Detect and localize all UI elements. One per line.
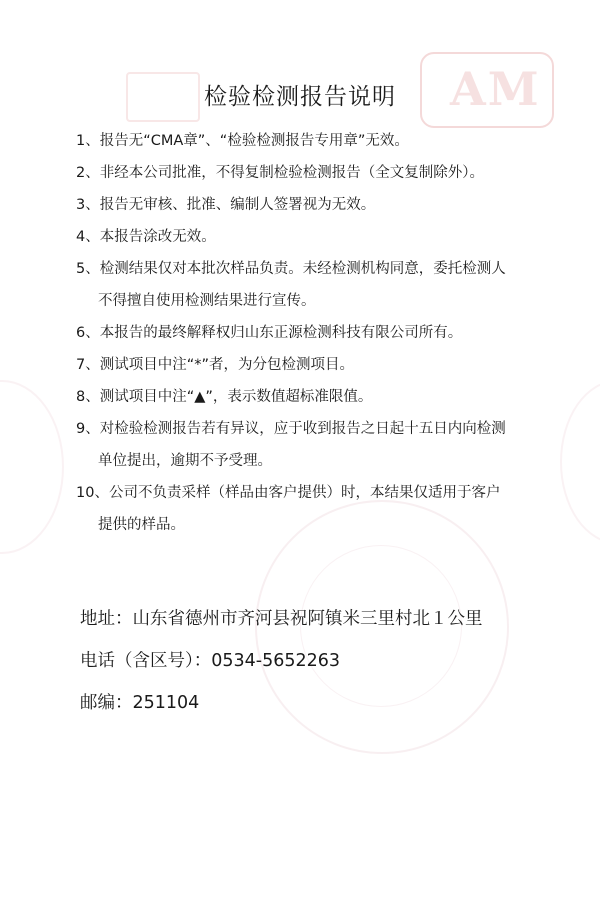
note-text: 7、测试项目中注“*”者，为分包检测项目。 xyxy=(76,357,354,373)
phone-label: 电话（含区号）： xyxy=(80,651,212,671)
phone-line xyxy=(80,640,560,682)
note-text: 8、测试项目中注“▲”，表示数值超标准限值。 xyxy=(76,389,373,405)
note-text: 9、对检验检测报告若有异议，应于收到报告之日起十五日内向检测 xyxy=(76,421,506,437)
note-item-5 xyxy=(76,253,556,317)
note-continuation: 单位提出，逾期不予受理。 xyxy=(98,453,272,469)
note-item-6 xyxy=(76,317,556,349)
note-text: 5、检测结果仅对本批次样品负责。未经检测机构同意，委托检测人 xyxy=(76,261,506,277)
address-label: 地址： xyxy=(80,609,133,629)
bleed-through-seal-left xyxy=(0,380,64,554)
phone-value: 0534-5652263 xyxy=(211,651,341,671)
note-item-1 xyxy=(76,125,556,157)
bleed-through-seal-right xyxy=(560,380,600,544)
page-title: 检验检测报告说明 xyxy=(204,84,396,110)
note-continuation: 不得擅自使用检测结果进行宣传。 xyxy=(98,293,316,309)
note-item-3 xyxy=(76,189,556,221)
note-text: 6、本报告的最终解释权归山东正源检测科技有限公司所有。 xyxy=(76,325,463,341)
note-text: 3、报告无审核、批准、编制人签署视为无效。 xyxy=(76,197,376,213)
note-item-8 xyxy=(76,381,556,413)
note-item-7 xyxy=(76,349,556,381)
postcode-value: 251104 xyxy=(132,693,200,713)
notes-list xyxy=(76,125,556,541)
note-item-2 xyxy=(76,157,556,189)
address-line xyxy=(80,598,560,640)
note-text: 2、非经本公司批准，不得复制检验检测报告（全文复制除外）。 xyxy=(76,165,484,181)
contact-block xyxy=(80,598,560,724)
note-item-9 xyxy=(76,413,556,477)
note-continuation: 提供的样品。 xyxy=(98,517,185,533)
postcode-line xyxy=(80,682,560,724)
note-text: 1、报告无“CMA章”、“检验检测报告专用章”无效。 xyxy=(76,133,409,149)
note-item-4 xyxy=(76,221,556,253)
postcode-label: 邮编： xyxy=(80,693,133,713)
note-item-10 xyxy=(76,477,556,541)
note-text: 10、公司不负责采样（样品由客户提供）时，本结果仅适用于客户 xyxy=(76,485,501,501)
address-value: 山东省德州市齐河县祝阿镇米三里村北１公里 xyxy=(132,609,483,629)
note-text: 4、本报告涂改无效。 xyxy=(76,229,216,245)
cma-stamp-mark: AM xyxy=(450,62,541,116)
